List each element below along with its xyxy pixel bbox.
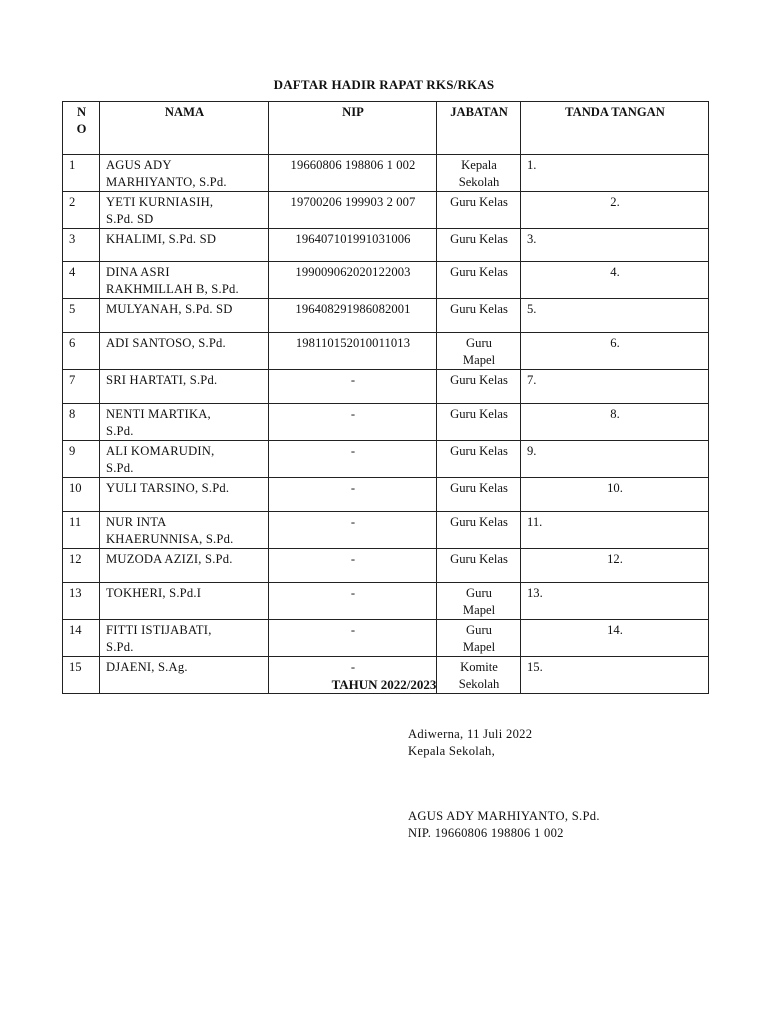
member-nip: - (350, 444, 356, 458)
cell-signature (521, 583, 709, 620)
cell-no (63, 549, 100, 583)
member-position-line1: Guru Kelas (450, 302, 508, 316)
row-number: 12 (69, 552, 82, 566)
cell-name (100, 370, 269, 404)
member-name-line1: MUZODA AZIZI, S.Pd. (106, 552, 233, 566)
cell-nip (269, 478, 437, 512)
member-nip: 198110152010011013 (295, 336, 411, 350)
year-label: TAHUN 2022/2023 (331, 677, 437, 692)
member-nip: 196408291986082001 (295, 302, 411, 316)
member-position-line1: Guru Kelas (450, 407, 508, 421)
cell-signature (521, 549, 709, 583)
table-row (63, 370, 709, 404)
member-nip: - (350, 586, 356, 600)
signature-slot: 9. (527, 444, 537, 458)
cell-signature (521, 478, 709, 512)
member-position-line1: Komite (460, 660, 498, 674)
signature-slot: 13. (527, 586, 543, 600)
cell-jabatan (437, 333, 521, 370)
member-name-line1: TOKHERI, S.Pd.I (106, 586, 202, 600)
row-number: 15 (69, 660, 82, 674)
cell-jabatan (437, 441, 521, 478)
cell-signature (521, 404, 709, 441)
member-name-line2: S.Pd. SD (106, 212, 154, 226)
cell-name (100, 299, 269, 333)
table-row (63, 583, 709, 620)
cell-jabatan (437, 620, 521, 657)
cell-no (63, 441, 100, 478)
cell-nip (269, 299, 437, 333)
member-name-line2: S.Pd. (106, 461, 134, 475)
signature-role: Kepala Sekolah, (408, 744, 496, 758)
member-name-line2: MARHIYANTO, S.Pd. (106, 175, 227, 189)
member-nip: 199009062020122003 (295, 265, 411, 279)
cell-name (100, 620, 269, 657)
member-position-line1: Guru Kelas (450, 444, 508, 458)
attendance-table (62, 101, 709, 694)
member-position-line2: Mapel (462, 603, 496, 617)
header-nip: NIP (269, 102, 437, 155)
cell-signature (521, 333, 709, 370)
member-name-line1: FITTI ISTIJABATI, (106, 623, 212, 637)
table-header-row (63, 102, 709, 155)
member-nip: - (350, 552, 356, 566)
member-nip: - (350, 660, 356, 674)
cell-nip (269, 229, 437, 262)
cell-no (63, 229, 100, 262)
cell-nip (269, 404, 437, 441)
signature-slot: 11. (527, 515, 543, 529)
header-tanda-tangan: TANDA TANGAN (521, 102, 709, 155)
cell-signature (521, 441, 709, 478)
member-name-line1: NENTI MARTIKA, (106, 407, 211, 421)
cell-jabatan (437, 192, 521, 229)
cell-nip (269, 333, 437, 370)
table-row (63, 441, 709, 478)
header-jabatan: JABATAN (437, 102, 521, 155)
member-position-line1: Guru Kelas (450, 232, 508, 246)
cell-nip (269, 192, 437, 229)
cell-no (63, 192, 100, 229)
cell-name (100, 512, 269, 549)
cell-nip (269, 155, 437, 192)
cell-jabatan (437, 404, 521, 441)
cell-name (100, 229, 269, 262)
cell-jabatan (437, 583, 521, 620)
member-position-line2: Sekolah (458, 677, 500, 691)
member-nip: - (350, 515, 356, 529)
member-nip: - (350, 407, 356, 421)
signature-slot: 1. (527, 158, 537, 172)
member-nip: 19700206 199903 2 007 (290, 195, 416, 209)
member-position-line2: Mapel (462, 353, 496, 367)
cell-no (63, 404, 100, 441)
cell-jabatan (437, 155, 521, 192)
cell-signature (521, 192, 709, 229)
cell-no (63, 262, 100, 299)
signature-slot: 4. (610, 265, 620, 279)
table-row (63, 262, 709, 299)
member-position-line1: Guru (466, 586, 492, 600)
cell-signature (521, 370, 709, 404)
member-name-line1: ALI KOMARUDIN, (106, 444, 215, 458)
cell-no (63, 512, 100, 549)
table-row (63, 229, 709, 262)
cell-jabatan (437, 299, 521, 333)
row-number: 3 (69, 232, 76, 246)
cell-nip (269, 370, 437, 404)
member-name-line1: YULI TARSINO, S.Pd. (106, 481, 230, 495)
row-number: 7 (69, 373, 76, 387)
row-number: 8 (69, 407, 76, 421)
signature-slot: 6. (610, 336, 620, 350)
cell-no (63, 478, 100, 512)
row-number: 5 (69, 302, 76, 316)
signature-slot: 8. (610, 407, 620, 421)
header-no-line2: O (76, 122, 87, 136)
table-row (63, 620, 709, 657)
cell-name (100, 549, 269, 583)
cell-name (100, 583, 269, 620)
member-name-line1: MULYANAH, S.Pd. SD (106, 302, 233, 316)
table-row (63, 549, 709, 583)
cell-no (63, 299, 100, 333)
member-name-line1: YETI KURNIASIH, (106, 195, 214, 209)
cell-jabatan (437, 262, 521, 299)
cell-no (63, 620, 100, 657)
member-position-line1: Guru Kelas (450, 265, 508, 279)
cell-name (100, 441, 269, 478)
table-row (63, 155, 709, 192)
cell-signature (521, 229, 709, 262)
signature-slot: 12. (607, 552, 623, 566)
row-number: 13 (69, 586, 82, 600)
signature-slot: 5. (527, 302, 537, 316)
member-name-line1: DINA ASRI (106, 265, 170, 279)
cell-no (63, 333, 100, 370)
row-number: 1 (69, 158, 76, 172)
member-nip: 19660806 198806 1 002 (290, 158, 416, 172)
cell-nip (269, 620, 437, 657)
row-number: 4 (69, 265, 76, 279)
member-name-line1: KHALIMI, S.Pd. SD (106, 232, 217, 246)
row-number: 9 (69, 444, 76, 458)
cell-nip (269, 549, 437, 583)
cell-name (100, 478, 269, 512)
header-nama: NAMA (100, 102, 269, 155)
cell-nip (269, 512, 437, 549)
header-no-line1: N (76, 105, 87, 119)
cell-name (100, 192, 269, 229)
signature-nip: NIP. 19660806 198806 1 002 (408, 826, 564, 840)
cell-name (100, 262, 269, 299)
member-position-line2: Mapel (462, 640, 496, 654)
signature-slot: 7. (527, 373, 537, 387)
table-row (63, 299, 709, 333)
member-position-line1: Guru (466, 623, 492, 637)
table-row (63, 512, 709, 549)
cell-jabatan (437, 229, 521, 262)
cell-jabatan (437, 549, 521, 583)
member-name-line1: AGUS ADY (106, 158, 172, 172)
signature-name: AGUS ADY MARHIYANTO, S.Pd. (408, 809, 600, 823)
member-name-line1: NUR INTA (106, 515, 167, 529)
row-number: 10 (69, 481, 82, 495)
cell-jabatan (437, 370, 521, 404)
cell-jabatan (437, 512, 521, 549)
signature-slot: 2. (610, 195, 620, 209)
member-position-line1: Guru Kelas (450, 373, 508, 387)
member-name-line1: ADI SANTOSO, S.Pd. (106, 336, 226, 350)
member-position-line1: Kepala (461, 158, 497, 172)
signature-slot: 14. (607, 623, 623, 637)
member-name-line2: RAKHMILLAH B, S.Pd. (106, 282, 239, 296)
member-position-line1: Guru Kelas (450, 515, 508, 529)
member-name-line2: S.Pd. (106, 424, 134, 438)
table-body (63, 155, 709, 694)
cell-nip (269, 262, 437, 299)
signature-slot: 15. (527, 660, 543, 674)
member-position-line1: Guru Kelas (450, 195, 508, 209)
row-number: 2 (69, 195, 76, 209)
table-row (63, 478, 709, 512)
cell-no (63, 155, 100, 192)
cell-signature (521, 512, 709, 549)
cell-name (100, 333, 269, 370)
cell-signature (521, 262, 709, 299)
row-number: 6 (69, 336, 76, 350)
member-name-line1: SRI HARTATI, S.Pd. (106, 373, 218, 387)
signature-slot: 10. (607, 481, 623, 495)
cell-signature (521, 155, 709, 192)
cell-name (100, 404, 269, 441)
member-nip: - (350, 481, 356, 495)
row-number: 14 (69, 623, 82, 637)
cell-jabatan (437, 478, 521, 512)
member-position-line1: Guru Kelas (450, 481, 508, 495)
document-title: DAFTAR HADIR RAPAT RKS/RKAS (273, 77, 495, 92)
cell-signature (521, 620, 709, 657)
member-position-line1: Guru Kelas (450, 552, 508, 566)
member-name-line1: DJAENI, S.Ag. (106, 660, 188, 674)
member-name-line2: S.Pd. (106, 640, 134, 654)
signature-place-date: Adiwerna, 11 Juli 2022 (408, 727, 533, 741)
cell-nip (269, 441, 437, 478)
member-nip: 196407101991031006 (295, 232, 411, 246)
cell-name (100, 155, 269, 192)
cell-no (63, 370, 100, 404)
cell-signature (521, 299, 709, 333)
header-no (63, 102, 100, 155)
table-row (63, 192, 709, 229)
member-position-line1: Guru (466, 336, 492, 350)
table-row (63, 404, 709, 441)
member-nip: - (350, 373, 356, 387)
table-row (63, 333, 709, 370)
cell-nip (269, 583, 437, 620)
member-position-line2: Sekolah (458, 175, 500, 189)
cell-no (63, 583, 100, 620)
member-nip: - (350, 623, 356, 637)
signature-slot: 3. (527, 232, 537, 246)
member-name-line2: KHAERUNNISA, S.Pd. (106, 532, 234, 546)
row-number: 11 (69, 515, 82, 529)
